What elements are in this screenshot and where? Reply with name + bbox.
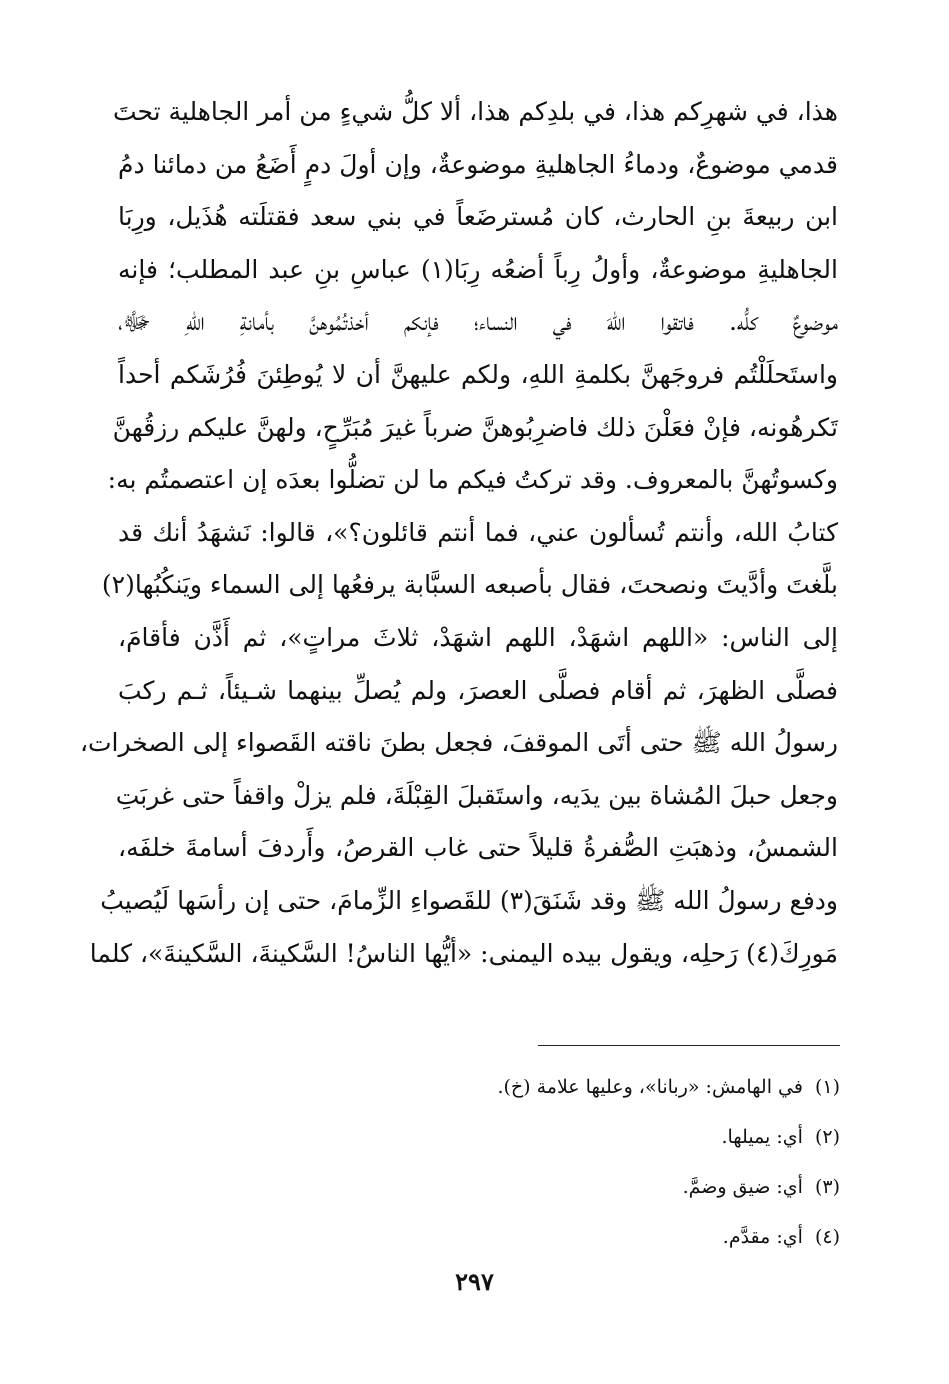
footnote-divider	[538, 1045, 840, 1046]
footnote-text: أي: ضيق وضمَّ.	[682, 1176, 803, 1198]
text-line: وكسوتُهنَّ بالمعروف. وقد تركتُ فيكم ما لن تضلُّوا بعدَه إن اعتصمتُم به:	[107, 465, 838, 495]
footnote	[300, 1062, 840, 1112]
text-line: ودفع رسولُ الله ﷺ وقد شَنَقَ(٣) للقَصواءِ الزِّمامَ، حتى إن رأسَها لَيُصيبُ	[100, 885, 838, 915]
text-line: واستَحلَلْتُم فروجَهنَّ بكلمةِ اللهِ، ولكم عليهنَّ أن لا يُوطِئنَ فُرُشَكم أحداً	[118, 359, 838, 389]
text-line: بلَّغتَ وأدَّيتَ ونصحتَ، فقال بأصبعه السبَّابة يرفعُها إلى السماء ويَنكُبُها(٢)	[101, 570, 838, 600]
text-line: كتابُ الله، وأنتم تُسألون عني، فما أنتم قائلون؟»، قالوا: نَشهَدُ أنك قد	[118, 517, 838, 547]
text-line: الجاهليةِ موضوعةٌ، وأولُ رِباً أضعُه رِبَا(١) عباسِ بنِ عبد المطلب؛ فإنه	[118, 254, 838, 284]
text-line: هذا، في شهرِكم هذا، في بلدِكم هذا، ألا كلُّ شيءٍ من أمر الجاهلية تحتَ	[112, 97, 838, 126]
text-line: وجعل حبلَ المُشاة بين يدَيه، واستَقبلَ القِبْلَةَ، فلم يزلْ واقفاً حتى غربَتِ	[115, 780, 838, 810]
text-line: تَكرهُونه، فإنْ فعَلْنَ ذلك فاضرِبُوهنَّ ضرباً غيرَ مُبَرِّحٍ، ولهنَّ عليكم رزقُهنَّ	[112, 412, 838, 442]
footnote	[300, 1162, 840, 1212]
footnote-text: أي: يميلها.	[721, 1126, 803, 1148]
text-line: فصلَّى الظهرَ، ثم أقام فصلَّى العصرَ، ولم يُصلِّ بينهما شـيئاً، ثـم ركبَ	[118, 675, 838, 705]
text-line: قدمي موضوعٌ، ودماءُ الجاهليةِ موضوعةٌ، وإن أولَ دمٍ أَضَعُ من دمائنا دمُ	[118, 149, 838, 179]
footnote-text: أي: مقدَّم.	[722, 1226, 803, 1248]
footnote-number: (٢)	[814, 1126, 840, 1148]
footnote-number: (٤)	[814, 1226, 840, 1248]
text-line: رسولُ الله ﷺ حتى أتَى الموقفَ، فجعل بطنَ ناقته القَصواء إلى الصخرات،	[79, 728, 838, 758]
footnote	[300, 1212, 840, 1262]
text-line: إلى الناس: «اللهم اشهَدْ، اللهم اشهَدْ، ثلاثَ مراتٍ»، ثم أَذَّن فأقامَ،	[118, 622, 838, 652]
main-text-block	[79, 86, 838, 980]
footnote	[300, 1112, 840, 1162]
footnote-number: (١)	[814, 1076, 840, 1098]
text-line: مَورِكَ(٤) رَحلِه، ويقول بيده اليمنى: «أيُّها الناسُ! السَّكينةَ، السَّكينةَ»، كلما	[89, 938, 838, 968]
footnotes	[300, 1062, 840, 1262]
text-line: الشمسُ، وذهبَتِ الصُّفرةُ قليلاً حتى غاب القرصُ، وأَردفَ أسامةَ خلفَه،	[118, 833, 838, 863]
footnote-number: (٣)	[814, 1176, 840, 1198]
footnote-text: في الهامش: «ربانا»، وعليها علامة (خ).	[497, 1076, 803, 1098]
page-number: ٢٩٧	[455, 1267, 494, 1296]
text-line: ابن ربيعةَ بنِ الحارث، كان مُسترضَعاً في بني سعد فقتلَته هُذَيل، ورِبَا	[118, 202, 838, 232]
text-line: موضوعٌ كلُّه. فاتقوا اللهَ في النساء؛ فإنكم أخذتُمُوهنَّ بأمانةِ اللهِ ﷻ،	[118, 307, 838, 337]
